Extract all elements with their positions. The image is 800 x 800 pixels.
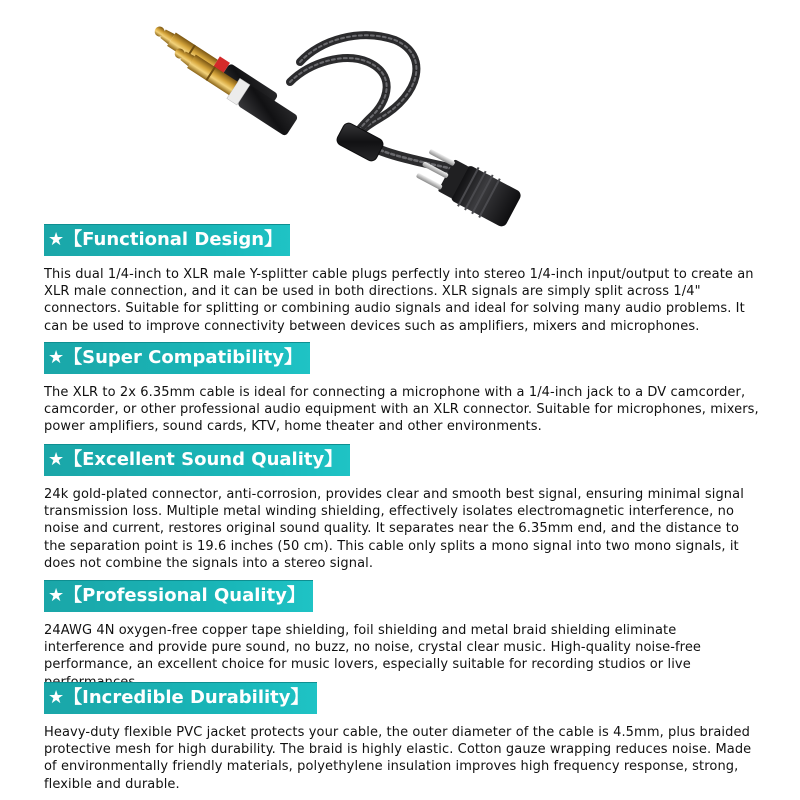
section-title: ★【Incredible Durability】: [44, 682, 317, 714]
cable-illustration: [0, 0, 800, 228]
xlr-male-connector: [413, 143, 524, 228]
section-title: ★【Professional Quality】: [44, 580, 313, 612]
quarter-inch-plug-white: [169, 41, 299, 137]
section-body: 24AWG 4N oxygen-free copper tape shielding, foil shielding and metal braid shielding eliminate interference and provide pure sound, no buzz, no noise, crystal clear music. High-quality noise-free performance, an excellent choice for music lovers, especially suitable for recording studios or live: [44, 623, 702, 673]
section-functional-design: [44, 224, 760, 335]
braided-cable: [290, 35, 488, 180]
section-title: ★【Functional Design】: [44, 224, 290, 256]
section-body: Heavy-duty flexible PVC jacket protects your cable, the outer diameter of the cable is 4.5mm, plus braided protective mesh for high durability. The braid is highly elastic. Cotton gauze wrapping reduces noise. Made of environmentally friendly materials, polyethylene insulation improves high frequency response, strong, flexible and durable.: [44, 725, 752, 792]
section-super-compatibility: [44, 342, 760, 436]
section-title: ★【Super Compatibility】: [44, 342, 310, 374]
section-title: ★【Excellent Sound Quality】: [44, 444, 350, 476]
section-incredible-durability: [44, 682, 760, 793]
section-professional-quality: [44, 580, 760, 691]
section-body: 24k gold-plated connector, anti-corrosion, provides clear and smooth best signal, ensuring minimal signal transmission loss. Multiple metal winding shielding, effectively isolates electromagnetic interference, no noise and current, restores original sound quality. It separates near the 6.35mm end, and the distance to the separation point is 19.6 inches (50 cm). This cable only splits a mono signal into two mono signals, it does not combine the signals into a stereo signal.: [44, 487, 744, 571]
product-image: [0, 0, 800, 228]
section-excellent-sound-quality: [44, 444, 760, 572]
section-body: The XLR to 2x 6.35mm cable is ideal for connecting a microphone with a 1/4-inch jack to a DV camcorder, camcorder, or other professional audio equipment with an XLR connector. Suitable for microphones, mixers, power amplifiers, sound cards, KTV, home theater and other environments.: [44, 385, 759, 435]
section-body: This dual 1/4-inch to XLR male Y-splitter cable plugs perfectly into stereo 1/4-inch input/output to create an XLR male connection, and it can be used in both directions. XLR signals are simply split across 1/4" connectors. Suitable for splitting or combining audio signals and ideal for solving many audio problems. It can be used to improve connectivity between devices such as amplifiers, mixers and microphones.: [44, 267, 754, 334]
